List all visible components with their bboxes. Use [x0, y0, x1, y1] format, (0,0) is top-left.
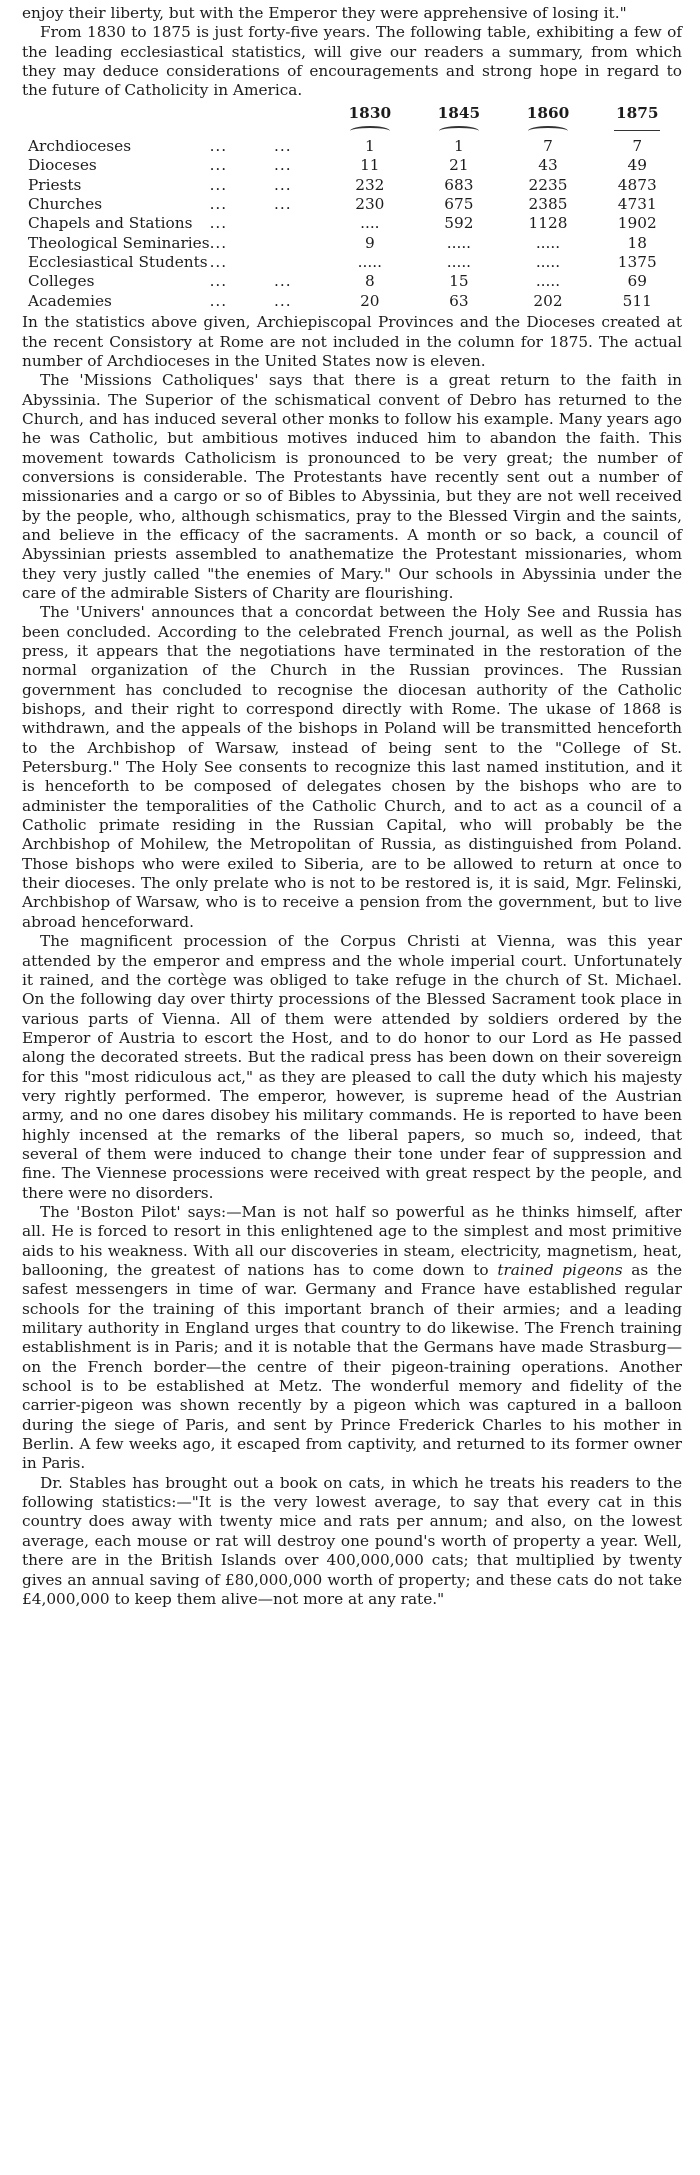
row-label: Academies — [28, 291, 112, 310]
row-leader-dots: ... — [209, 233, 228, 252]
row-value: 7 — [632, 137, 643, 156]
table-row — [22, 195, 682, 214]
brace-mark — [439, 126, 479, 136]
row-label: Colleges — [28, 272, 95, 291]
row-value: 63 — [449, 291, 469, 310]
row-value: 683 — [444, 175, 474, 194]
table-row — [22, 214, 682, 233]
row-label: Ecclesiastical Students — [28, 253, 208, 272]
row-value: 1902 — [617, 214, 657, 233]
pilot-text-before: The 'Boston Pilot' says:—Man is not half so powerful as he thinks himself, after all. He is forced to resort in this enlightened age to the simplest and most primitive aids to his weakness. With all our discoveries in steam, electricity, magnetism, heat, ballooning, the greatest of nations has to come down to — [22, 1202, 682, 1279]
corpus-christi-paragraph: The magnificent procession of the Corpus Christi at Vienna, was this year attended by the emperor and empress and the whole imperial court. Unfortunately it rained, and the cortège was obliged to take refuge in the church of St. Michael. On the following day over thirty processions of the Blessed Sacrament took place in various parts of Vienna. All of them were attended by soldiers ordered by the Emperor of Austria to escort the Host, and to do honor to our Lord as He passed along the decorated streets. But the radical press has been down on their sovereign for this "most ridiculous act," as they are pleased to call the duty which his majesty very rightly performed. The emperor, however, is supreme head of the Austrian army, and no one dares disobey his military commands. He is reported to have been highly incensed at the remarks of the liberal papers, so much so, indeed, that several of them were induced to change their tone under fear of suppression and fine. The Viennese processions were received with great respect by the people, and there were no disorders. — [22, 932, 682, 1202]
row-value: 675 — [444, 195, 474, 214]
row-leader-dots: ... — [209, 253, 228, 272]
row-leader-dots: ... ... — [209, 137, 292, 156]
row-value: 2235 — [528, 175, 568, 194]
table-header-row — [22, 102, 682, 123]
row-value: 1128 — [528, 214, 568, 233]
table-row — [22, 272, 682, 291]
row-leader-dots: ... ... — [209, 291, 292, 310]
table-row — [22, 234, 682, 253]
pilot-text-after: as the safest messengers in time of war. Germany and France have established regular schools for the training of this important branch of their armies; and a leading military authority in England urges that country to do likewise. The French training establishment is in Paris; and it is notable that the Germans have made Strasburg—on the French border—the centre of their pigeon-training operations. Another school is to be established at Metz. The wonderful memory and fidelity of the carrier-pigeon was shown recently by a pigeon which was captured in a balloon during the siege of Paris, and sent by Prince Frederick Charles to his mother in Berlin. A few weeks ago, it escaped from captivity, and returned to its former owner in Paris. — [22, 1261, 682, 1473]
row-value: 232 — [355, 175, 385, 194]
year-header: 1860 — [526, 103, 570, 122]
row-value: 511 — [622, 291, 652, 310]
row-leader-dots: ... ... — [209, 175, 292, 194]
row-value: 1 — [454, 137, 464, 156]
row-value: 1375 — [617, 253, 657, 272]
row-value: 43 — [538, 156, 558, 175]
intro-fragment: enjoy their liberty, but with the Emperor they were apprehensive of losing it." — [22, 4, 627, 22]
row-value: ..... — [535, 253, 561, 272]
table-row — [22, 176, 682, 195]
pilot-text-italic: trained pigeons — [497, 1261, 623, 1279]
row-value: 8 — [364, 272, 375, 291]
row-value: 4731 — [617, 195, 657, 214]
row-value: 592 — [444, 214, 474, 233]
row-value: ..... — [446, 233, 472, 252]
row-leader-dots: ... ... — [209, 272, 292, 291]
table-body — [22, 137, 682, 311]
row-label: Priests — [28, 175, 82, 194]
missions-paragraph: The 'Missions Catholiques' says that there is a great return to the faith in Abyssinia. The Superior of the schismatical convent of Debro has returned to the Church, and has induced several other monks to follow his example. Many years ago he was Catholic, but ambitious motives induced him to abandon the faith. This movement towards Catholicism is pronounced to be very great; the number of conversions is considerable. The Protestants have recently sent out a number of missionaries and a cargo or so of Bibles to Abyssinia, but they are not well received by the people, who, although schismatics, pray to the Blessed Virgin and the saints, and believe in the efficacy of the sacraments. A month or so back, a council of Abyssinian priests assembled to anathematize the Protestant missionaries, whom they very justly called "the enemies of Mary." Our schools in Abyssinia under the care of the admirable Sisters of Charity are flourishing. — [22, 371, 682, 602]
table-brace-row — [22, 123, 682, 137]
row-label: Chapels and Stations — [28, 214, 193, 233]
table-note: In the statistics above given, Archiepiscopal Provinces and the Dioceses created at the recent Consistory at Rome are not included in the column for 1875. The actual number of Archdioceses in the United States now is eleven. — [22, 313, 682, 370]
year-header: 1875 — [615, 103, 659, 122]
row-value: 230 — [355, 195, 385, 214]
table-row — [22, 137, 682, 156]
row-value: ..... — [446, 253, 472, 272]
row-value: 20 — [360, 291, 380, 310]
row-value: 11 — [360, 156, 380, 175]
row-value: 1 — [364, 137, 375, 156]
rule-mark — [614, 130, 660, 131]
row-value: 18 — [627, 233, 647, 252]
row-value: 69 — [627, 272, 647, 291]
row-value: 7 — [543, 137, 553, 156]
table-row — [22, 292, 682, 311]
row-value: 4873 — [617, 175, 657, 194]
row-value: 9 — [364, 233, 375, 252]
boston-pilot-paragraph — [22, 1203, 682, 1474]
cats-paragraph: Dr. Stables has brought out a book on cats, in which he treats his readers to the following statistics:—"It is the very lowest average, to say that every cat in this country does away with twenty mice and rats per annum; and also, on the lowest average, each mouse or rat will destroy one pound's worth of property a year. Well, there are in the British Islands over 400,000,000 cats; that multiplied by twenty gives an annual saving of £80,000,000 worth of property; and these cats do not take £4,000,000 to keep them alive—not more at any rate." — [22, 1473, 682, 1608]
brace-mark — [528, 126, 568, 136]
brace-mark — [350, 126, 390, 136]
row-label: Churches — [28, 195, 103, 214]
row-value: 2385 — [528, 195, 568, 214]
table-row — [22, 156, 682, 175]
row-value: 21 — [449, 156, 469, 175]
table-intro-paragraph: From 1830 to 1875 is just forty-five years. The following table, exhibiting a few of the leading ecclesiastical statistics, will give our readers a summary, from which they may deduce considerations of encouragements and strong hope in regard to the future of Catholicity in America. — [22, 23, 682, 100]
row-label: Archdioceses — [28, 137, 132, 156]
table-row — [22, 253, 682, 272]
row-leader-dots: ... ... — [209, 156, 292, 175]
row-value: 202 — [533, 291, 563, 310]
row-value: .... — [360, 214, 380, 233]
row-value: ..... — [535, 233, 561, 252]
row-value: 49 — [627, 156, 647, 175]
row-leader-dots: ... — [209, 214, 228, 233]
row-value: ..... — [535, 272, 561, 291]
univers-paragraph: The 'Univers' announces that a concordat between the Holy See and Russia has been concluded. According to the celebrated French journal, as well as the Polish press, it appears that the negotiations have terminated in the restoration of the normal organization of the Church in the Russian provinces. The Russian government has concluded to recognise the diocesan authority of the Catholic bishops, and their right to correspond directly with Rome. The ukase of 1868 is withdrawn, and the appeals of the bishops in Poland will be transmitted henceforth to the Archbishop of Warsaw, instead of being sent to the "College of St. Petersburg." The Holy See consents to recognize this last named institution, and it is henceforth to be composed of delegates chosen by the bishops who are to administer the temporalities of the Catholic Church, and to act as a council of a Catholic primate residing in the Russian Capital, who will probably be the Archbishop of Mohilew, the Metropolitan of Russia, as distinguished from Poland. Those bishops who were exiled to Siberia, are to be allowed to return at once to their dioceses. The only prelate who is not to be restored is, it is said, Mgr. Felinski, Archbishop of Warsaw, who is to receive a pension from the government, but to live abroad henceforward. — [22, 603, 682, 931]
row-value: 15 — [449, 272, 469, 291]
year-header: 1845 — [437, 103, 481, 122]
row-leader-dots: ... ... — [209, 195, 292, 214]
statistics-table — [22, 102, 682, 311]
row-label: Dioceses — [28, 156, 97, 175]
row-value: ..... — [357, 253, 382, 272]
row-label: Theological Seminaries — [28, 233, 210, 252]
year-header: 1830 — [348, 103, 392, 122]
